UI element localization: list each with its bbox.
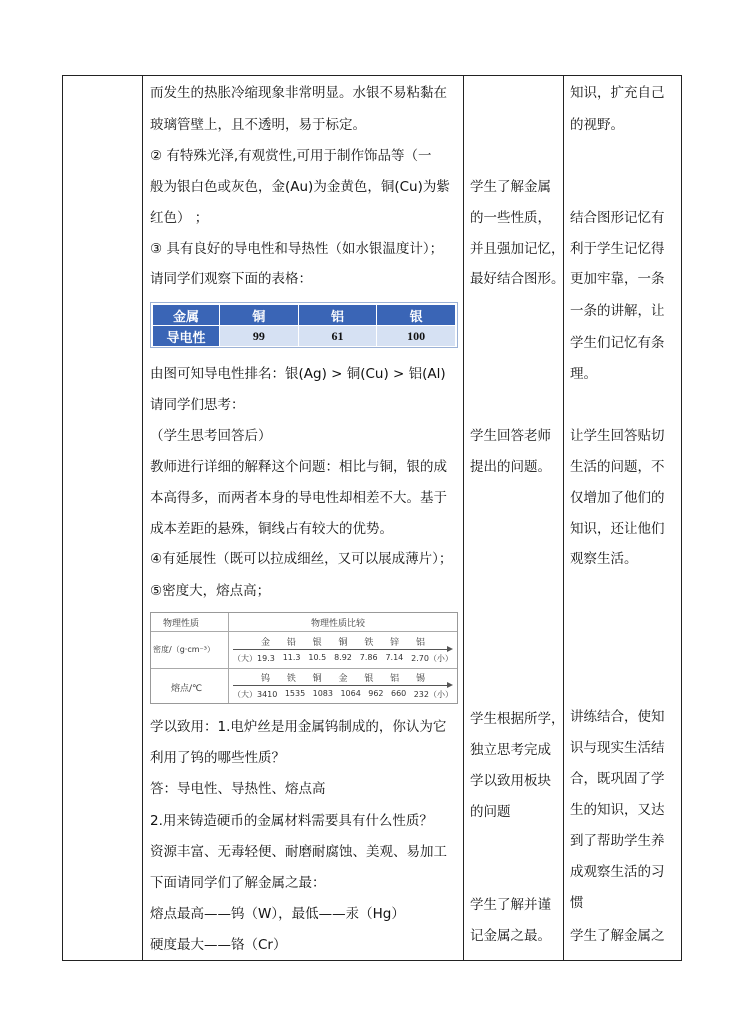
student-activity-line: 最好结合图形。 [470, 271, 565, 287]
conductivity-table [150, 302, 458, 348]
text-line: 而发生的热胀冷缩现象非常明显。水银不易粘黏在 [150, 85, 447, 101]
text-line: 红色） ； [150, 210, 209, 226]
text-line: 由图可知导电性排名：银(Ag) > 铜(Cu) > 铝(Al) [150, 366, 446, 382]
design-intent-line: 仅增加了他们的 [570, 490, 665, 506]
text-line: 教师进行详细的解释这个问题：相比与铜，银的成 [150, 459, 447, 475]
density-metals: 金 铅 银 铜 铁 锌 铝 [261, 638, 425, 648]
student-activity-line: 的问题 [470, 804, 511, 820]
student-activity-line: 学生了解并谨 [470, 897, 551, 913]
design-intent-line: 理。 [570, 366, 597, 382]
text-line: 答：导电性、导热性、熔点高 [150, 781, 326, 797]
conductivity-header-cell: 银 [409, 309, 423, 325]
column-divider-1 [142, 75, 143, 961]
student-activity-line: 的一些性质， [470, 210, 551, 226]
text-line: 本高得多，而两者本身的导电性却相差不大。基于 [150, 490, 447, 506]
design-intent-line: 识与现实生活结 [570, 740, 665, 756]
text-line: ④有延展性（既可以拉成细丝，又可以展成薄片）； [150, 551, 453, 567]
conductivity-value-row [153, 326, 455, 346]
student-activity-line: 学生回答老师 [470, 428, 551, 444]
design-intent-line: 生活的问题，不 [570, 459, 665, 475]
design-intent-line: 知识，扩充自己 [570, 85, 665, 101]
text-line: 下面请同学们了解金属之最： [150, 875, 326, 891]
melting-point-label: 熔点/℃ [171, 684, 203, 694]
student-activity-line: 提出的问题。 [470, 459, 551, 475]
student-activity-line: 独立思考完成 [470, 742, 551, 758]
text-line: 请同学们思考： [150, 397, 245, 413]
design-intent-line: 学生了解金属之 [570, 928, 665, 944]
density-values: （大）19.3 11.3 10.5 8.92 7.86 7.14 2.70（小） [233, 653, 453, 663]
text-line: 请同学们观察下面的表格： [150, 271, 312, 287]
student-activity-line: 学生根据所学， [470, 711, 565, 727]
text-line: 熔点最高——钨（W），最低——汞（Hg） [150, 906, 405, 922]
conductivity-value-cell: 61 [299, 326, 378, 346]
melting-point-arrow [233, 685, 451, 686]
text-line: 学以致用：1.电炉丝是用金属钨制成的，你认为它 [150, 719, 447, 735]
text-line: 玻璃管壁上，且不透明，易于标定。 [150, 117, 366, 133]
density-arrow [233, 649, 451, 650]
text-line: ⑤密度大，熔点高； [150, 583, 271, 599]
text-line: ② 有特殊光泽,有观赏性,可用于制作饰品等（一 [150, 148, 432, 164]
conductivity-header-cell: 铜 [220, 305, 299, 325]
conductivity-value-cell: 99 [220, 326, 299, 346]
melting-point-metals: 钨 铁 铜 金 银 铝 锡 [261, 674, 425, 684]
conductivity-header-row [153, 305, 455, 325]
melting-point-values: （大）3410 1535 1083 1064 962 660 232（小） [233, 689, 453, 699]
design-intent-line: 成观察生活的习 [570, 864, 665, 880]
phys-col-header: 物理性质 [163, 619, 200, 629]
conductivity-header-cell: 金属 [153, 305, 220, 325]
phys-compare-header: 物理性质比较 [311, 619, 366, 629]
design-intent-line: 让学生回答贴切 [570, 428, 665, 444]
student-activity-line: 记金属之最。 [470, 928, 551, 944]
column-divider-3 [563, 75, 564, 961]
design-intent-line: 合，既巩固了学 [570, 771, 665, 787]
design-intent-line: 观察生活。 [570, 551, 638, 567]
column-divider-2 [463, 75, 464, 961]
student-activity-line: 学生了解金属 [470, 179, 551, 195]
text-line: （学生思考回答后） [150, 428, 272, 444]
text-line: 般为银白色或灰色，金(Au)为金黄色，铜(Cu)为紫 [150, 179, 450, 195]
design-intent-line: 的视野。 [570, 117, 624, 133]
text-line: 成本差距的悬殊，铜线占有较大的优势。 [150, 521, 393, 537]
design-intent-line: 生的知识，又达 [570, 802, 665, 818]
student-activity-line: 学以致用板块 [470, 773, 551, 789]
conductivity-header-cell: 铝 [299, 305, 378, 325]
design-intent-line: 到了帮助学生养 [570, 833, 665, 849]
conductivity-value-cell: 导电性 [153, 326, 220, 346]
density-label: 密度/（g·cm⁻³） [153, 645, 215, 654]
student-activity-line: 并且强加记忆， [470, 241, 565, 257]
design-intent-line: 讲练结合，使知 [570, 709, 665, 725]
conductivity-value-cell: 100 [407, 328, 426, 343]
text-line: 2.用来铸造硬币的金属材料需要具有什么性质？ [150, 813, 433, 829]
text-line: 资源丰富、无毒轻便、耐磨耐腐蚀、美观、易加工 [150, 844, 447, 860]
physical-property-table [150, 612, 458, 704]
design-intent-line: 一条的讲解，让 [570, 303, 665, 319]
text-line: 利用了钨的哪些性质？ [150, 750, 285, 766]
design-intent-line: 惯 [570, 895, 584, 911]
design-intent-line: 利于学生记忆得 [570, 241, 665, 257]
design-intent-line: 知识，还让他们 [570, 521, 665, 537]
design-intent-line: 结合图形记忆有 [570, 210, 665, 226]
design-intent-line: 更加牢靠，一条 [570, 271, 665, 287]
text-line: 硬度最大——铬（Cr） [150, 937, 287, 953]
text-line: ③ 具有良好的导电性和导热性（如水银温度计）； [150, 241, 444, 257]
design-intent-line: 学生们记忆有条 [570, 335, 665, 351]
